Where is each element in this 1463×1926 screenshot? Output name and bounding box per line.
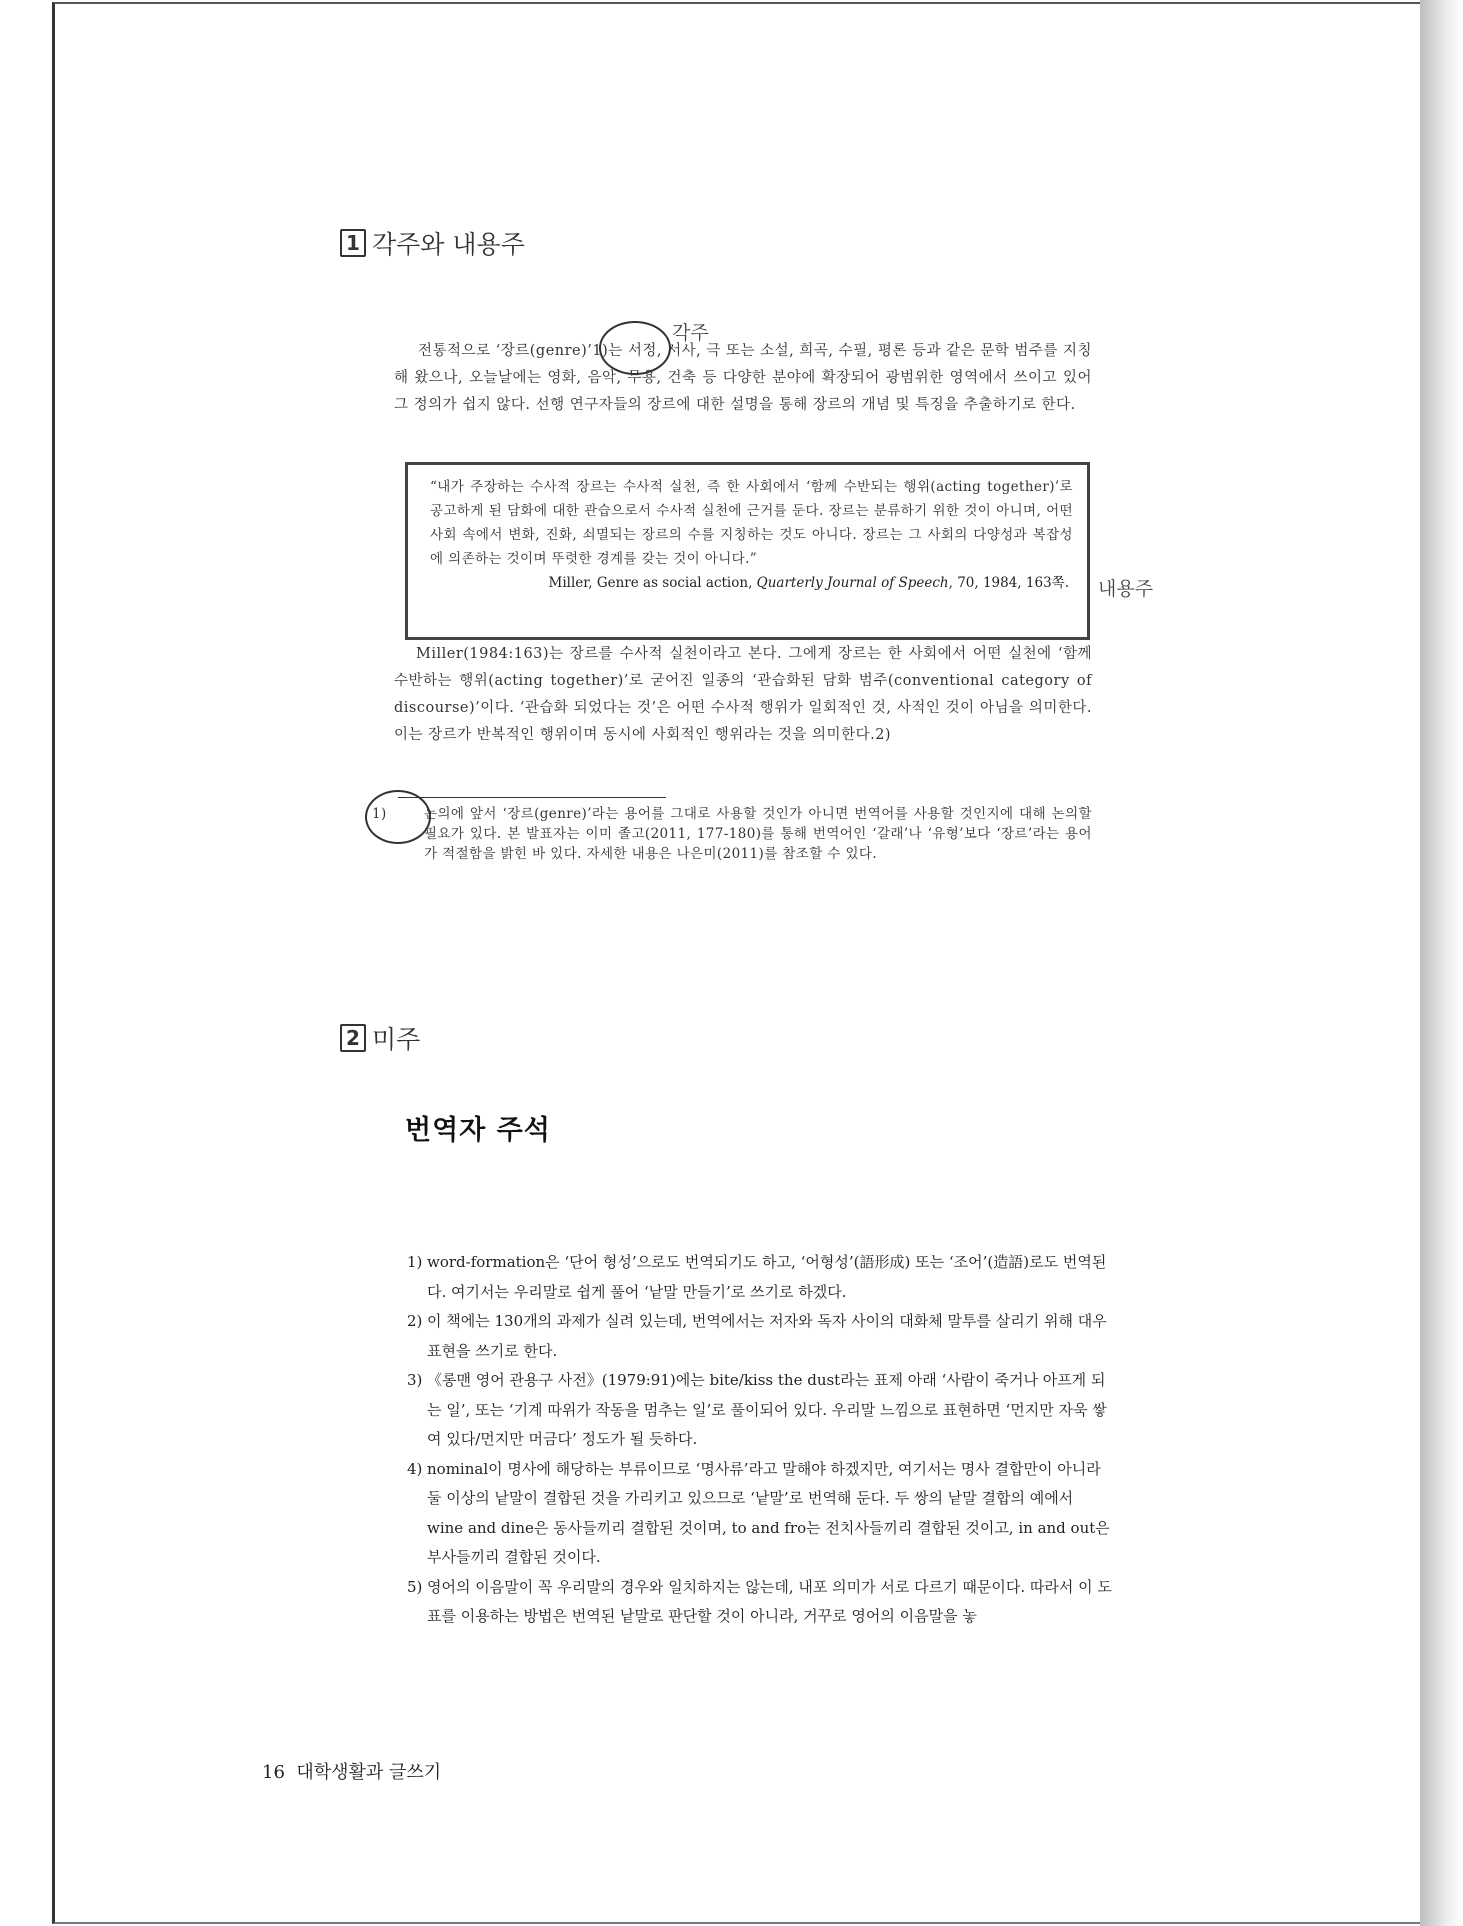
- body-paragraph-1: [394, 338, 1092, 419]
- endnote-item: [407, 1248, 1112, 1307]
- quote-source-detail: , 70, 1984, 163쪽.: [948, 575, 1069, 591]
- endnote-text: 영어의 이음말이 꼭 우리말의 경우와 일치하지는 않는데, 내포 의미가 서로 다르기 때문이다. 따라서 이 도표를 이용하는 방법은 번역된 낱말로 판단할 것이 아니라, 거꾸로 영어의 이음말을 놓: [427, 1577, 1112, 1625]
- endnote-number: 5): [407, 1577, 423, 1596]
- endnote-number: 3): [407, 1371, 423, 1389]
- footnote-marker-circle: [599, 321, 671, 375]
- quote-source-author: Miller, Genre as social action,: [548, 575, 757, 591]
- endnotes-list: [407, 1248, 1112, 1632]
- section-1-number: 1: [340, 229, 366, 257]
- endnote-number: 2): [407, 1312, 423, 1330]
- document-page: [52, 2, 1436, 1924]
- section-1-title: 각주와 내용주: [372, 230, 525, 259]
- section-1-heading: [340, 225, 525, 261]
- endnote-number: 1): [407, 1253, 423, 1271]
- footnote-text: 논의에 앞서 ‘장르(genre)’라는 용어를 그대로 사용할 것인가 아니면 번역어를 사용할 것인지에 대해 논의할 필요가 있다. 본 발표자는 이미 졸고(2011, 177-180)를 통해 번역어인 ‘갈래’나 ‘유형’보다 ‘장르’라는 용어가 적절함을 밝힌 바 있다. 자세한 내용은 나은미(2011)를 참조할 수 있다.: [424, 806, 1092, 862]
- endnote-text: nominal이 명사에 해당하는 부류이므로 ‘명사류’라고 말해야 하겠지만, 여기서는 명사 결합만이 아니라 둘 이상의 낱말이 결합된 것을 가리키고 있으므로 ‘낱말’로 번역해 둔다. 두 쌍의 낱말 결합의 예에서 wine and dine은 동사들끼리 결합된 것이며, to and fro는 전치사들끼리 결합된 것이고, in and out은 부사들끼리 결합된 것이다.: [427, 1459, 1110, 1566]
- translator-notes-title: 번역자 주석: [405, 1115, 551, 1146]
- paragraph-2-text: Miller(1984:163)는 장르를 수사적 실천이라고 본다. 그에게 장르는 한 사회에서 어떤 실천에 ‘함께 수반하는 행위(acting together)’로 굳어진 일종의 ‘관습화된 담화 범주(conventional category of discourse)’이다. ‘관습화 되었다는 것’은 어떤 수사적 행위가 일회적인 것, 사적인 것이 아님을 의미한다. 이는 장르가 반복적인 행위이며 동시에 사회적인 행위라는 것을 의미한다.2): [394, 646, 1092, 743]
- endnote-number: 4): [407, 1459, 423, 1478]
- quote-source: [430, 571, 1073, 595]
- footnote-number-circle: [365, 790, 431, 844]
- quote-text: “내가 주장하는 수사적 장르는 수사적 실천, 즉 한 사회에서 ‘함께 수반되는 행위(acting together)’로 공고하게 된 담화에 대한 관습으로서 수사적 실천에 근거를 둔다. 장르는 분류하기 위한 것이 아니며, 어떤 사회 속에서 변화, 진화, 쇠멸되는 장르의 수를 지칭하는 것도 아니다. 장르는 그 사회의 다양성과 복잡성에 의존하는 것이며 뚜렷한 경계를 갖는 것이 아니다.”: [430, 479, 1073, 567]
- endnote-item: [407, 1455, 1112, 1573]
- page-number: 16: [262, 1762, 285, 1783]
- block-quote: [405, 462, 1090, 640]
- endnote-item: [407, 1573, 1112, 1632]
- content-note-label: 내용주: [1098, 578, 1154, 600]
- quote-source-journal: Quarterly Journal of Speech: [756, 575, 949, 591]
- endnote-item: [407, 1307, 1112, 1366]
- book-title: 대학생활과 글쓰기: [296, 1762, 442, 1783]
- footnote: [372, 804, 1092, 864]
- endnote-item: [407, 1366, 1112, 1455]
- endnote-text: 이 책에는 130개의 과제가 실려 있는데, 번역에서는 저자와 독자 사이의 대화체 말투를 살리기 위해 대우 표현을 쓰기로 한다.: [427, 1312, 1107, 1360]
- paragraph-1-text: 전통적으로 ‘장르(genre)’1)는 서정, 서사, 극 또는 소설, 희곡, 수필, 평론 등과 같은 문학 범주를 지칭해 왔으나, 오늘날에는 영화, 음악, 무용, 건축 등 다양한 분야에 확장되어 광범위한 영역에서 쓰이고 있어 그 정의가 쉽지 않다. 선행 연구자들의 장르에 대한 설명을 통해 장르의 개념 및 특징을 추출하기로 한다.: [394, 343, 1092, 413]
- page-edge-shadow: [1420, 0, 1463, 1926]
- endnote-text: word-formation은 ‘단어 형성’으로도 번역되기도 하고, ‘어형성’(語形成) 또는 ‘조어’(造語)로도 번역된다. 여기서는 우리말로 쉽게 풀어 ‘낱말 만들기’로 쓰기로 하겠다.: [427, 1253, 1107, 1301]
- section-2-heading: [340, 1020, 420, 1056]
- endnote-text: 《롱맨 영어 관용구 사전》(1979:91)에는 bite/kiss the dust라는 표제 아래 ‘사람이 죽거나 아프게 되는 일’, 또는 ‘기계 따위가 작동을 멈추는 일’로 풀이되어 있다. 우리말 느낌으로 표현하면 ‘먼지만 자욱 쌓여 있다/먼지만 머금다’ 정도가 될 듯하다.: [427, 1371, 1107, 1448]
- footnote-number: 1): [372, 806, 387, 822]
- section-2-title: 미주: [372, 1025, 421, 1054]
- body-paragraph-2: [394, 641, 1092, 749]
- footnote-label: 각주: [672, 322, 709, 344]
- page-footer: [262, 1758, 441, 1784]
- section-2-number: 2: [340, 1024, 366, 1052]
- footnote-separator: [398, 797, 666, 798]
